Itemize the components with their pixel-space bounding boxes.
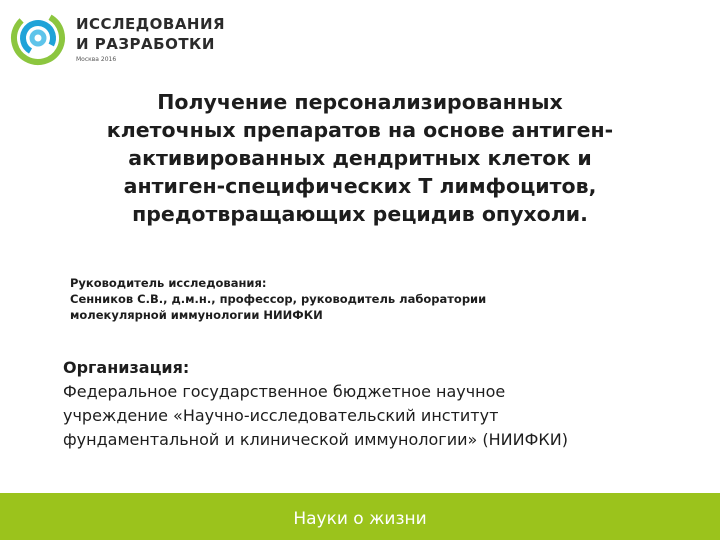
- title-line-3: активированных дендритных клеток и: [128, 146, 592, 170]
- logo-rings-icon: [10, 10, 66, 66]
- logo-line-2: И РАЗРАБОТКИ: [76, 35, 215, 53]
- header-logo: [10, 10, 226, 66]
- logo-subtitle: Москва 2016: [76, 56, 117, 63]
- supervisor-name: Сенников С.В., д.м.н., профессор, руководитель лаборатории: [70, 292, 487, 306]
- title-line-4: антиген-специфических Т лимфоцитов,: [123, 174, 597, 198]
- logo-wordmark: [76, 14, 225, 64]
- supervisor-block: [70, 275, 650, 323]
- title-line-2: клеточных препаратов на основе антиген-: [106, 118, 614, 142]
- organization-line-1: Федеральное государственное бюджетное научное: [63, 382, 506, 401]
- footer-category-label: Науки о жизни: [293, 509, 427, 529]
- organization-label: Организация:: [63, 358, 190, 377]
- organization-line-2: учреждение «Научно-исследовательский институт: [63, 406, 499, 425]
- organization-line-3: фундаментальной и клинической иммунологии» (НИИФКИ): [63, 430, 568, 449]
- title-line-5: предотвращающих рецидив опухоли.: [132, 202, 588, 226]
- logo-line-1: ИССЛЕДОВАНИЯ: [76, 15, 226, 33]
- organization-block: [63, 356, 683, 452]
- supervisor-label: Руководитель исследования:: [70, 276, 267, 290]
- supervisor-lab: молекулярной иммунологии НИИФКИ: [70, 308, 323, 322]
- footer-bar: [0, 493, 720, 540]
- title-line-1: Получение персонализированных: [157, 90, 563, 114]
- slide-title: [40, 88, 680, 228]
